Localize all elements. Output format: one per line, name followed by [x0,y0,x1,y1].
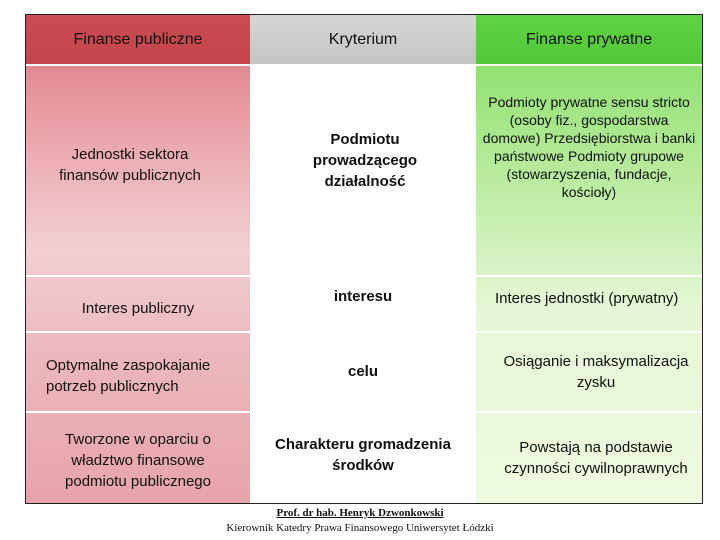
row2-public-cell: Interes publiczny [81,299,195,317]
row4-public-cell: Tworzone w oparciu o władztwo finansowe podmiotu publicznego [65,430,211,490]
row-divider [26,411,702,413]
header-private-finance: Finanse prywatne [476,15,702,64]
row-divider [26,331,702,333]
row2-private-cell: Interes jednostki (prywatny) [495,289,679,307]
comparison-table [25,14,703,504]
row-divider [26,64,702,66]
row4-criterion-cell: Charakteru gromadzenia środków [275,436,451,474]
row1-public-cell: Jednostki sektora finansów publicznych [59,146,201,184]
header-public-finance: Finanse publiczne [26,15,250,64]
footer-author: Prof. dr hab. Henryk Dzwonkowski [276,507,444,519]
row1-criterion-cell: Podmiotu prowadzącego działalność [312,130,418,190]
row2-criterion-cell: interesu [333,287,393,305]
header-criterion: Kryterium [250,15,476,64]
row3-criterion-cell: celu [347,362,378,380]
row3-private-cell: Osiąganie i maksymalizacja zysku [503,353,689,391]
row4-private-cell: Powstają na podstawie czynności cywilnoprawnych [504,439,688,477]
row3-public-cell: Optymalne zaspokajanie potrzeb publicznych [46,357,211,395]
row1-private-cell: Podmioty prywatne sensu stricto (osoby fiz., gospodarstwa domowe) Przedsiębiorstwa i banki państwowe Podmioty grupowe (stowarzyszenia, fundacje, kościoły) [482,94,696,200]
footer-affiliation: Kierownik Katedry Prawa Finansowego Uniwersytet Łódzki [226,522,494,534]
